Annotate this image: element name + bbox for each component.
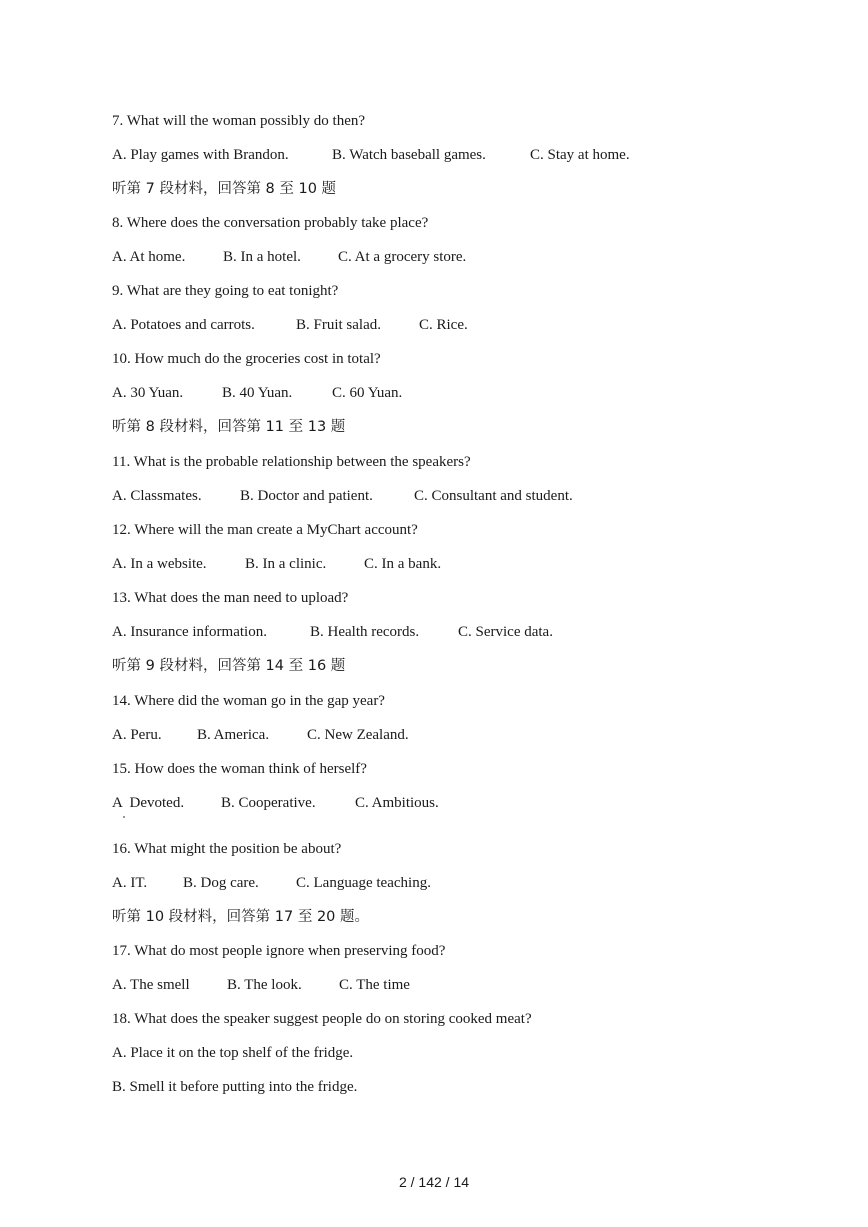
question-18: 18. What does the speaker suggest people do on storing cooked meat? [112,1011,532,1027]
question-14: 14. Where did the woman go in the gap year? [112,693,385,709]
options-7 [112,145,630,165]
options-11 [112,486,573,506]
option-c: C. New Zealand. [307,727,409,743]
option-b: B. Fruit salad. [296,317,381,333]
option-b: B. In a hotel. [223,249,301,265]
option-c: C. The time [339,977,410,993]
option-b: B. Cooperative. [221,795,316,811]
option-a: A. 30 Yuan. [112,385,184,401]
options-13 [112,622,553,642]
option-b: B. Doctor and patient. [240,488,373,504]
question-12: 12. Where will the man create a MyChart account? [112,522,418,538]
option-b: B. Health records. [310,624,420,640]
options-15 [112,793,439,813]
option-b: B. Watch baseball games. [332,147,486,163]
page-number: 2 / 142 / 14 [398,1174,470,1190]
section-heading-9: 听第 9 段材料，回答第 14 至 16 题 [112,658,346,674]
options-16 [112,873,431,893]
question-15: 15. How does the woman think of herself? [112,761,367,777]
options-17 [112,975,410,995]
option-b: B. In a clinic. [245,556,327,572]
option-c: C. Language teaching. [296,875,431,891]
options-8 [112,247,466,267]
question-16: 16. What might the position be about? [112,841,342,857]
options-9 [112,315,468,335]
option-a: A Devoted. [112,795,185,811]
section-heading-8: 听第 8 段材料，回答第 11 至 13 题 [112,419,346,435]
option-c: C. Rice. [419,317,468,333]
question-9: 9. What are they going to eat tonight? [112,283,339,299]
option-c: C. Stay at home. [530,147,630,163]
question-17: 17. What do most people ignore when preserving food? [112,943,446,959]
question-11: 11. What is the probable relationship between the speakers? [112,454,471,470]
option-b: B. America. [197,727,270,743]
scan-speck [123,816,125,818]
option-a: A. Insurance information. [112,624,267,640]
option-c: C. Consultant and student. [414,488,573,504]
option-a: A. Peru. [112,727,162,743]
question-13: 13. What does the man need to upload? [112,590,349,606]
options-14 [112,725,409,745]
options-12 [112,554,441,574]
option-18-b: B. Smell it before putting into the fridge. [112,1079,358,1095]
option-18-a: A. Place it on the top shelf of the fridge. [112,1045,354,1061]
option-a: A. In a website. [112,556,207,572]
options-10 [112,383,402,403]
option-a: A. Potatoes and carrots. [112,317,255,333]
section-heading-10: 听第 10 段材料，回答第 17 至 20 题。 [112,909,370,925]
option-a: A. IT. [112,875,148,891]
question-10: 10. How much do the groceries cost in total? [112,351,381,367]
section-heading-7: 听第 7 段材料，回答第 8 至 10 题 [112,181,337,197]
option-b: B. The look. [227,977,302,993]
question-8: 8. Where does the conversation probably take place? [112,215,429,231]
option-b: B. Dog care. [183,875,259,891]
option-a: A. Play games with Brandon. [112,147,289,163]
option-a: A. Classmates. [112,488,202,504]
option-c: C. In a bank. [364,556,442,572]
option-c: C. Service data. [458,624,553,640]
option-c: C. At a grocery store. [338,249,467,265]
option-a: A. At home. [112,249,186,265]
option-c: C. Ambitious. [355,795,439,811]
option-b: B. 40 Yuan. [222,385,293,401]
option-c: C. 60 Yuan. [332,385,403,401]
question-7: 7. What will the woman possibly do then? [112,113,366,129]
option-a: A. The smell [112,977,190,993]
